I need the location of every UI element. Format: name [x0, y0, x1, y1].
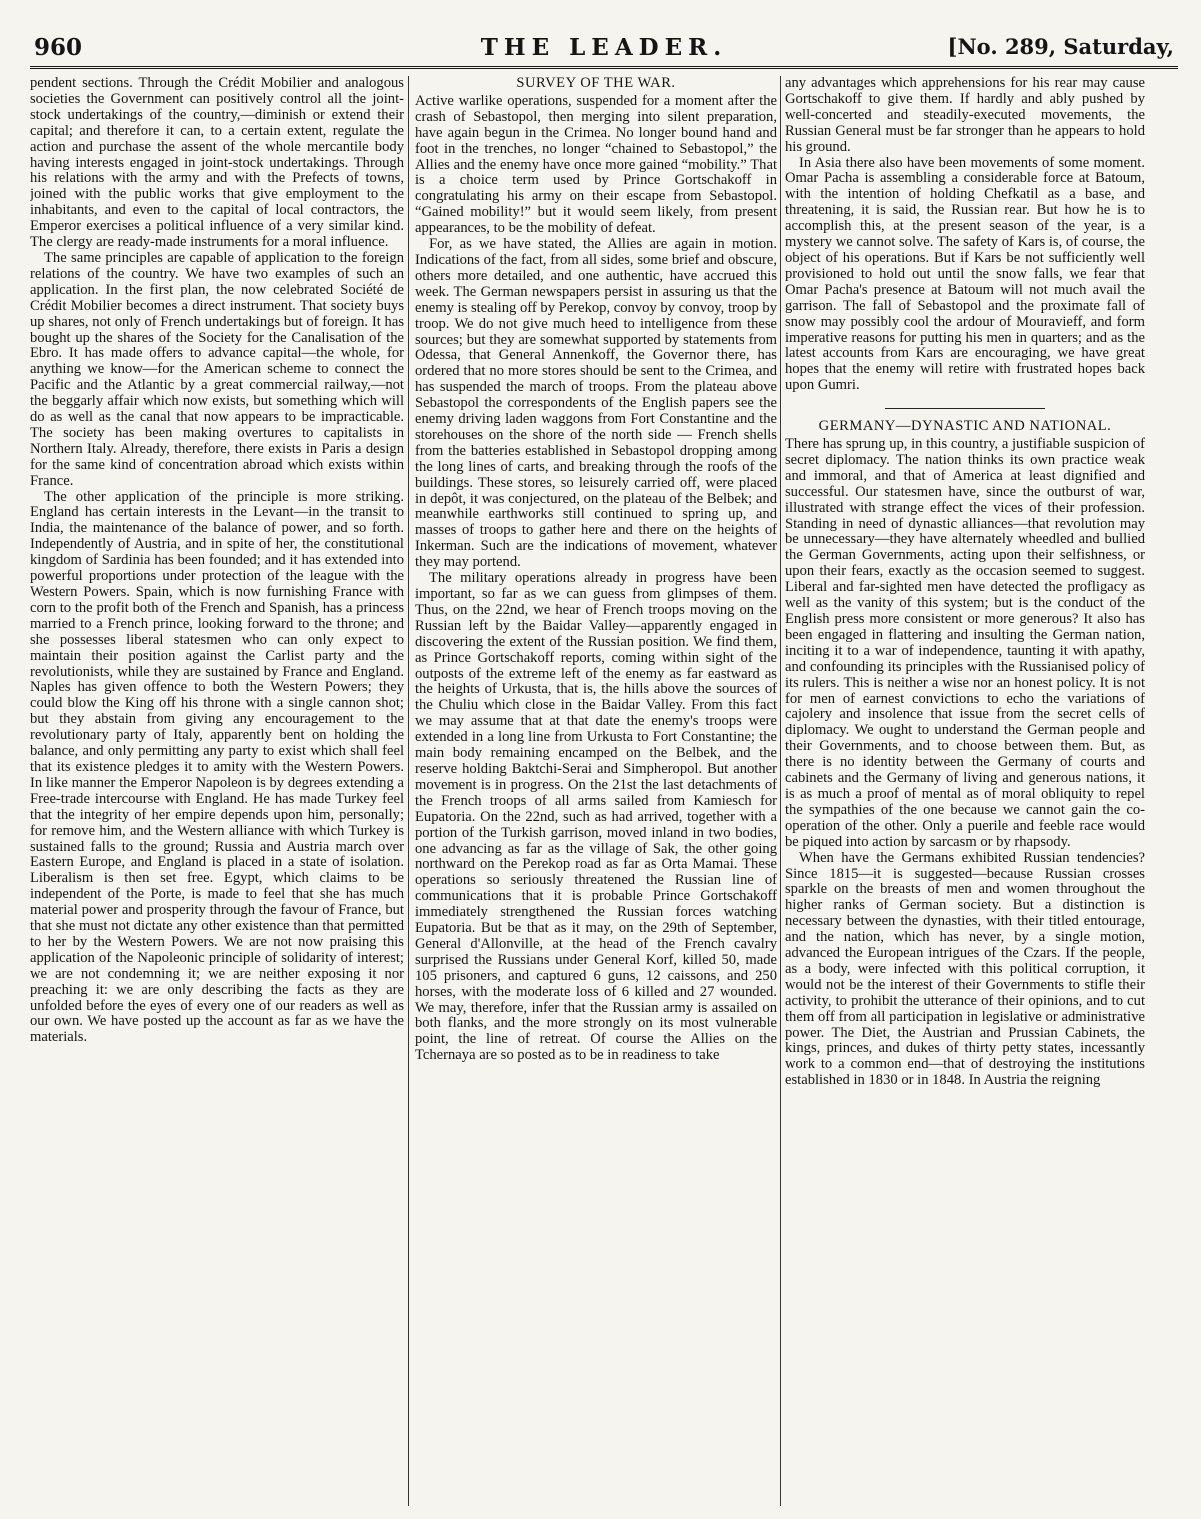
- article-paragraph: pendent sections. Through the Crédit Mobilier and analogous societies the Government can positively control all the joint-stock undertakings of the country,—diminish or extend their capital; and therefore it can, to a certain extent, regulate the action and purchase the assent of the whole mercantile body having interests engaged in joint-stock undertakings. Through his relations with the army and with the Prefects of towns, joined with the public works that give employment to the inhabitants, and even to the capital of local contractors, the Emperor exercises a political influence of a very similar kind. The clergy are ready-made instruments for a moral influence.: [30, 76, 404, 251]
- column-2: [415, 76, 777, 1506]
- column-rule-2: [780, 76, 781, 1506]
- article-paragraph: When have the Germans exhibited Russian tendencies? Since 1815—it is suggested—because Russian crosses sparkle on the breasts of men and women throughout the higher ranks of German society. But a distinction is necessary between the dynasties, with their titled entourage, and the nation, which has never, by a single motion, advanced the European intrigues of the Czars. If the people, as a body, were infected with this political corruption, it would not be the interest of their Governments to stifle their activity, to prohibit the utterance of their opinions, and to cut them off from all participation in legislative or administrative power. The Diet, the Austrian and Prussian Cabinets, the kings, princes, and dukes of thirty petty states, incessantly work to a common end—that of destroying the institutions established in 1830 or in 1848. In Austria the reigning: [785, 849, 1145, 1089]
- column-rule-1: [408, 76, 409, 1506]
- article-paragraph: The military operations already in progress have been important, so far as we can guess from glimpses of them. Thus, on the 22nd, we hear of French troops moving on the Russian left by the Baidar Valley—apparently engaged in discovering the extent of the Russian position. We find them, as Prince Gortschakoff reports, coming within sight of the outposts of the extreme left of the enemy as far eastward as the heights of Urkusta, that is, the hills above the sources of the Chuliu which close in the Baidar Valley. From this fact we may assume that at that date the enemy's troops were extended in a long line from Urkusta to Fort Constantine; the main body remaining encamped on the Belbek, and the reserve holding Baktchi-Serai and Simpheropol. But another movement is in progress. On the 21st the last detachments of the French troops of all arms sailed from Kamiesch for Eupatoria. On the 22nd, such as had arrived, together with a portion of the Turkish garrison, moved inland in two bodies, one advancing as far as the village of Sak, the other going northward on the Perekop road as far as Orta Mamai. These operations so seriously threatened the Russian line of communications that it is probable Prince Gortschakoff immediately strengthened the Russian forces watching Eupatoria. But be that as it may, on the 29th of September, General d'Allonville, at the head of the French cavalry surprised the Russians under General Korf, killed 50, made 105 prisoners, and captured 6 guns, 12 caissons, and 250 horses, with the moderate loss of 6 killed and 27 wounded. We may, therefore, infer that the Russian army is assailed on both flanks, and the more strongly on its most vulnerable point, the line of retreat. Of course the Allies on the Tchernaya are so posted as to be in readiness to take: [415, 570, 777, 1064]
- article-heading-survey-of-the-war: SURVEY OF THE WAR.: [516, 76, 676, 91]
- article-paragraph: The other application of the principle is more striking. England has certain interests in the Levant—in the transit to India, the maintenance of the balance of power, and so forth. Independently of Austria, and in spite of her, the constitutional kingdom of Sardinia has been founded; and it has extended into powerful proportions under protection of the league with the Western Powers. Spain, which is now furnishing France with corn to the profit both of the French and Spanish, has a princess married to a French prince, looking forward to the throne; and she possesses liberal statesmen who can only expect to maintain their position against the Carlist party and the revolutionists, while they are sustained by France and England. Naples has given offence to both the Western Powers; they could blow the King off his throne with a single cannon shot; but they abstain from giving any encouragement to the revolutionary party of Italy, apparently bent on holding the balance, and only permitting any party to exist which shall feel that its existence pledges it to amity with the Western Powers. In like manner the Emperor Napoleon is by degrees extending a Free-trade intercourse with England. He has made Turkey feel that the integrity of her empire depends upon him, personally; for remove him, and the Western alliance with which Turkey is sustained falls to the ground; Russia and Austria march over Eastern Europe, and England is placed in a state of isolation. Liberalism is then set free. Egypt, which claims to be independent of the Porte, is made to feel that she has much material power and prosperity through the favour of France, but that she must not dictate any other existence than that permitted to her by the Western Powers. We are not now praising this application of the Napoleonic principle of solidarity of interest; we are not condemning it; we are neither exposing it nor preaching it: we are only describing the facts as they are unfolded before the eyes of every one of our readers as well as our own. We have posted up the account as far as we have the materials.: [30, 488, 404, 1046]
- article-paragraph: The same principles are capable of application to the foreign relations of the country. We have two examples of such an application. In the first plan, the now celebrated Société de Crédit Mobilier becomes a direct instrument. That society buys up shares, not only of French undertakings but of foreign. It has bought up the shares of the Society for the Canalisation of the Ebro. It has made offers to advance capital—the whole, for anything we know—for the American scheme to connect the Pacific and the Atlantic by a great commercial railway,—not the beggarly affair which now exists, but something which will do as well as the canal that now appears to be impracticable. The society has been making overtures to capitalists in Northern Italy. Already, therefore, there exists in Paris a design for the same kind of concentration abroad which exists within France.: [30, 249, 404, 489]
- article-paragraph: For, as we have stated, the Allies are again in motion. Indications of the fact, from all sides, some brief and obscure, others more detailed, and one authentic, have accrued this week. The German newspapers persist in assuring us that the enemy is stealing off by Perekop, convoy by convoy, troop by troop. We do not give much heed to intelligence from these sources; but they are somewhat supported by statements from Odessa, that General Annenkoff, the Governor there, has ordered that no more stores should be sent to the Crimea, and has suspended the march of troops. From the plateau above Sebastopol the correspondents of the English papers see the enemy driving laden waggons from Fort Constantine and the storehouses on the shore of the north side — French shells from the batteries established in Sebastopol dropping among the long lines of carts, and breaking through the roofs of the buildings. These stores, so leisurely carried off, were placed in depôt, it was conjectured, on the plateau of the Belbek; and meanwhile earthworks still continued to spring up, and masses of troops to gather here and there on the heights of Inkerman. Such are the indications of movement, whatever they may portend.: [415, 236, 777, 571]
- article-heading-germany: GERMANY—DYNASTIC AND NATIONAL.: [818, 418, 1112, 435]
- article-paragraph: There has sprung up, in this country, a justifiable suspicion of secret diplomacy. The nation thinks its own practice weak and immoral, and that of America at least dignified and successful. Our statesmen have, since the outburst of war, illustrated with strange effect the vices of their profession. Standing in need of dynastic alliances—that revolution may be unnecessary—they have alternately wheedled and bullied the German Governments, acting upon their selfishness, or upon their fears, exactly as the occasion seemed to suggest. Liberal and far-sighted men have detected the profligacy as well as the vanity of this system; but is the conduct of the English press more consistent or more generous? It also has been engaged in flattering and insulting the German nation, inciting it to a war of independence, taunting it with apathy, and confounding its principles with the Russianised policy of its rulers. This is neither a wise nor an honest policy. It is not for men of earnest convictions to echo the variations of cajolery and insolence that issue from the secret cells of diplomacy. We ought to understand the German people and their Governments, and to choose between them. But, as there is no identity between the Germany of courts and cabinets and the Germany of living and generous nations, it is as much a proof of mental as of moral obliquity to repel the sympathies of the one because we cannot gain the co-operation of the other. Only a puerile and feeble race would be piqued into action by sarcasm or by rhapsody.: [785, 436, 1145, 850]
- issue-number: [No. 289, Saturday,: [947, 34, 1174, 59]
- page-header: [30, 30, 1178, 69]
- column-1: [30, 76, 404, 1506]
- article-paragraph: In Asia there also have been movements of some moment. Omar Pacha is assembling a considerable force at Batoum, with the intention of holding Chefkatil as a base, and threatening, it is said, the Russian rear. But how he is to accomplish this, at the present season of the year, is a mystery we cannot solve. The safety of Kars is, of course, the object of his operations. But if Kars be not sufficiently well provisioned to hold out until the snow falls, we fear that Omar Pacha's presence at Batoum will not much avail the garrison. The fall of Sebastopol and the proximate fall of snow may possibly cool the ardour of Mouravieff, and form imperative reasons for putting his men in quarters; and as the latest accounts from Kars are encouraging, we have great hopes that the enemy will retire with frustrated hopes back upon Gumri.: [785, 154, 1145, 394]
- newspaper-title: THE LEADER.: [480, 34, 728, 61]
- page-number: 960: [34, 34, 83, 61]
- article-paragraph: Active warlike operations, suspended for a moment after the crash of Sebastopol, then merging into silent preparation, have again begun in the Crimea. No longer bound hand and foot in the trenches, no longer “chained to Sebastopol,” the Allies and the enemy have once more gained “mobility.” That is a choice term used by Prince Gortschakoff in congratulating his army on their escape from Sebastopol. “Gained mobility!” but it would seem likely, from present appearances, to be the mobility of defeat.: [415, 92, 777, 237]
- section-divider: [885, 408, 1045, 409]
- column-3: [785, 76, 1145, 1506]
- article-paragraph: any advantages which apprehensions for his rear may cause Gortschakoff to give them. If hardly and ably pushed by well-concerted and steadily-executed movements, the Russian General must be far stronger than he appears to hold his ground.: [785, 76, 1145, 155]
